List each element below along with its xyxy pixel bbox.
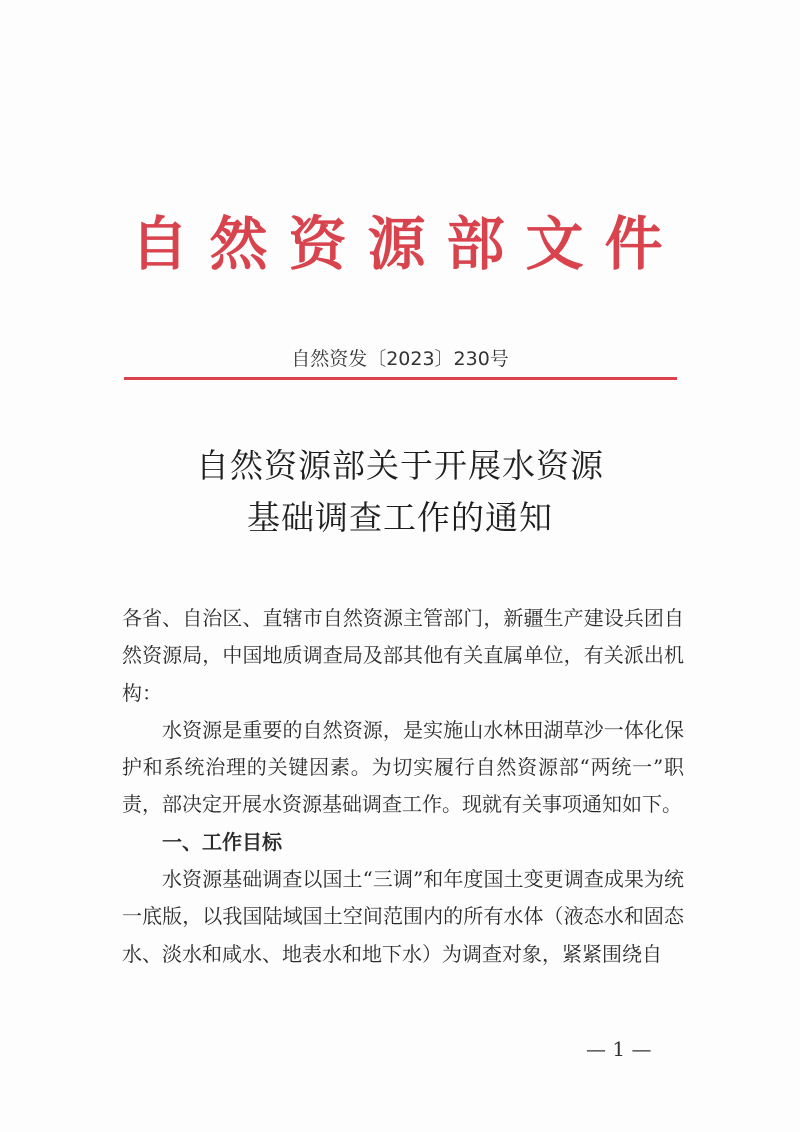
red-separator-line (124, 377, 677, 380)
title-line-2: 基础调查工作的通知 (247, 498, 553, 537)
document-title (0, 440, 800, 544)
body-paragraph-2: 水资源基础调查以国土“三调”和年度国土变更调查成果为统一底版，以我国陆域国土空间范围内的所有水体（液态水和固态水、淡水和咸水、地表水和地下水）为调查对象，紧紧围绕自 (122, 867, 684, 966)
document-number: 自然资发〔2023〕230号 (291, 348, 509, 370)
title-line-1: 自然资源部关于开展水资源 (196, 446, 604, 485)
issuer-masthead: 自然资源部文件 (130, 210, 684, 278)
section-heading-1: 一、工作目标 (162, 829, 282, 854)
addressee-paragraph: 各省、自治区、直辖市自然资源主管部门，新疆生产建设兵团自然资源局，中国地质调查局及部其他有关直属单位，有关派出机构： (122, 606, 684, 705)
body-paragraph-1: 水资源是重要的自然资源，是实施山水林田湖草沙一体化保护和系统治理的关键因素。为切实履行自然资源部“两统一”职责，部决定开展水资源基础调查工作。现就有关事项通知如下。 (122, 717, 684, 817)
document-body (122, 600, 684, 973)
page-number: — 1 — (586, 1037, 652, 1061)
